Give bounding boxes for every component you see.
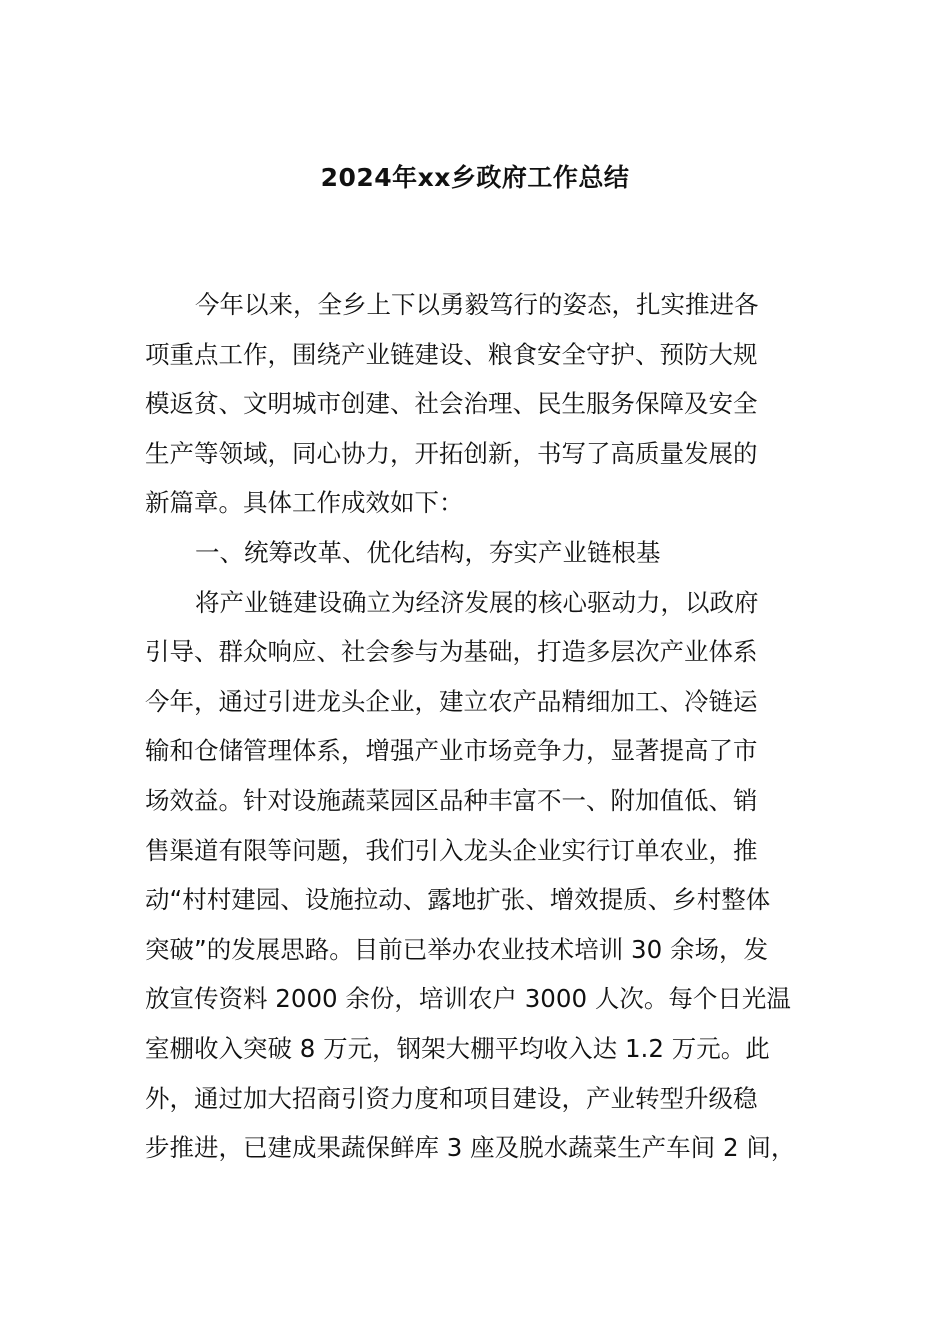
paragraph-line: 生产等领域，同心协力，开拓创新，书写了高质量发展的	[145, 438, 758, 468]
document-body	[145, 280, 810, 1173]
paragraph-line: 将产业链建设确立为经济发展的核心驱动力，以政府	[195, 587, 759, 617]
paragraph-line: 今年以来，全乡上下以勇毅笃行的姿态，扎实推进各	[195, 290, 759, 319]
paragraph-line: 突破”的发展思路。目前已举办农业技术培训 30 余场，发	[145, 934, 768, 964]
paragraph-line: 项重点工作，围绕产业链建设、粮食安全守护、预防大规	[145, 339, 758, 369]
paragraph-line: 输和仓储管理体系，增强产业市场竞争力，显著提高了市	[145, 736, 758, 766]
paragraph-line: 外，通过加大招商引资力度和项目建设，产业转型升级稳	[145, 1083, 758, 1113]
section-heading: 一、统筹改革、优化结构，夯实产业链根基	[195, 537, 661, 567]
paragraph-line: 放宣传资料 2000 余份，培训农户 3000 人次。每个日光温	[145, 984, 791, 1014]
paragraph-line: 动“村村建园、设施拉动、露地扩张、增效提质、乡村整体	[145, 885, 771, 915]
paragraph-line: 售渠道有限等问题，我们引入龙头企业实行订单农业，推	[145, 835, 758, 865]
paragraph-line: 步推进，已建成果蔬保鲜库 3 座及脱水蔬菜生产车间 2 间，	[145, 1133, 796, 1163]
paragraph-line: 模返贫、文明城市创建、社会治理、民生服务保障及安全	[145, 389, 758, 419]
paragraph-line: 引导、群众响应、社会参与为基础，打造多层次产业体系	[145, 637, 758, 667]
document-title: 2024年xx乡政府工作总结	[320, 163, 630, 192]
paragraph-line: 新篇章。具体工作成效如下：	[145, 488, 464, 518]
paragraph-line: 今年，通过引进龙头企业，建立农产品精细加工、冷链运	[145, 686, 758, 716]
paragraph-line: 场效益。针对设施蔬菜园区品种丰富不一、附加值低、销	[145, 785, 758, 815]
paragraph-line: 室棚收入突破 8 万元，钢架大棚平均收入达 1.2 万元。此	[145, 1033, 770, 1063]
